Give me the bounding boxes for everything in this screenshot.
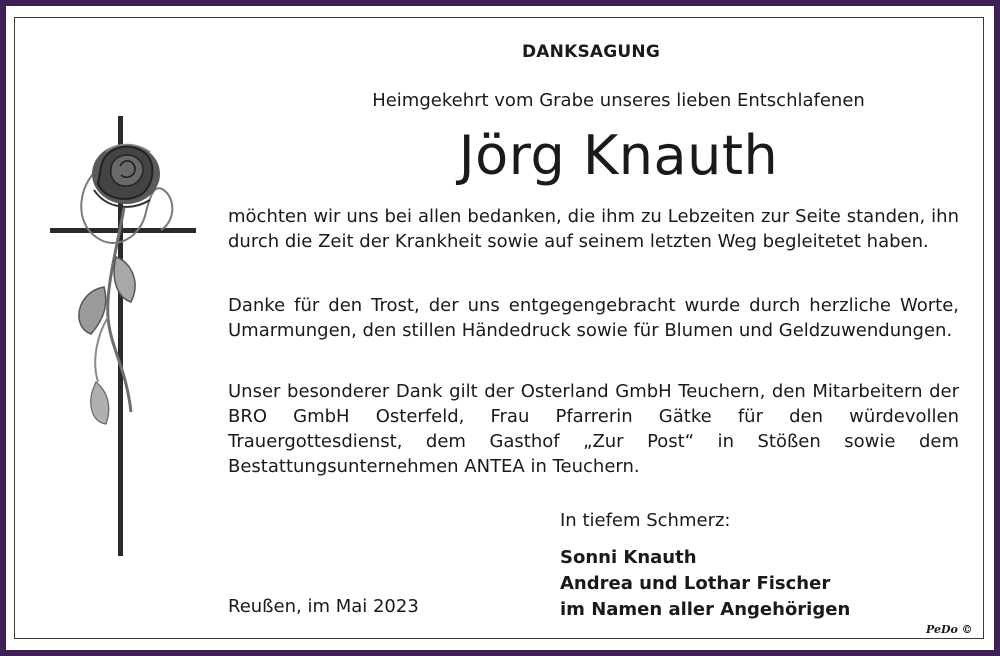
paragraph-special-thanks: Unser besonderer Dank gilt der Osterland GmbH Teuchern, den Mitarbeitern der BRO GmbH Osterfeld, Frau Pfarrerin Gätke für den würdevollen Trauergottesdienst, dem Gasthof „Zur Post“ in Stößen sowie dem Bestattungsunternehmen ANTEA in Teuchern. <box>228 381 959 477</box>
signer-name: Sonni Knauth <box>560 547 697 568</box>
cross-icon <box>46 112 206 562</box>
paragraph-comfort: Danke für den Trost, der uns entgegengebracht wurde durch herzliche Worte, Umarmungen, den stillen Händedruck sowie für Blumen und Geldzuwendungen. <box>228 295 959 341</box>
rose-icon <box>79 144 172 424</box>
obituary-card <box>6 6 994 650</box>
place-date: Reußen, im Mai 2023 <box>228 596 419 617</box>
paragraph-thanks: möchten wir uns bei allen bedanken, die ihm zu Lebzeiten zur Seite standen, ihn durch die Zeit der Krankheit sowie auf seinem letzten Weg begleitetet haben. <box>228 206 959 252</box>
signer-name: Andrea und Lothar Fischer <box>560 573 831 594</box>
deceased-name: Jörg Knauth <box>458 124 779 187</box>
signers <box>560 545 850 623</box>
signoff: In tiefem Schmerz: <box>560 510 731 531</box>
watermark: PeDo © <box>926 623 973 636</box>
heading: DANKSAGUNG <box>521 42 660 62</box>
intro-line: Heimgekehrt vom Grabe unseres lieben Entschlafenen <box>372 90 865 111</box>
signer-name: im Namen aller Angehörigen <box>560 599 851 620</box>
cross-with-rose <box>46 112 206 562</box>
